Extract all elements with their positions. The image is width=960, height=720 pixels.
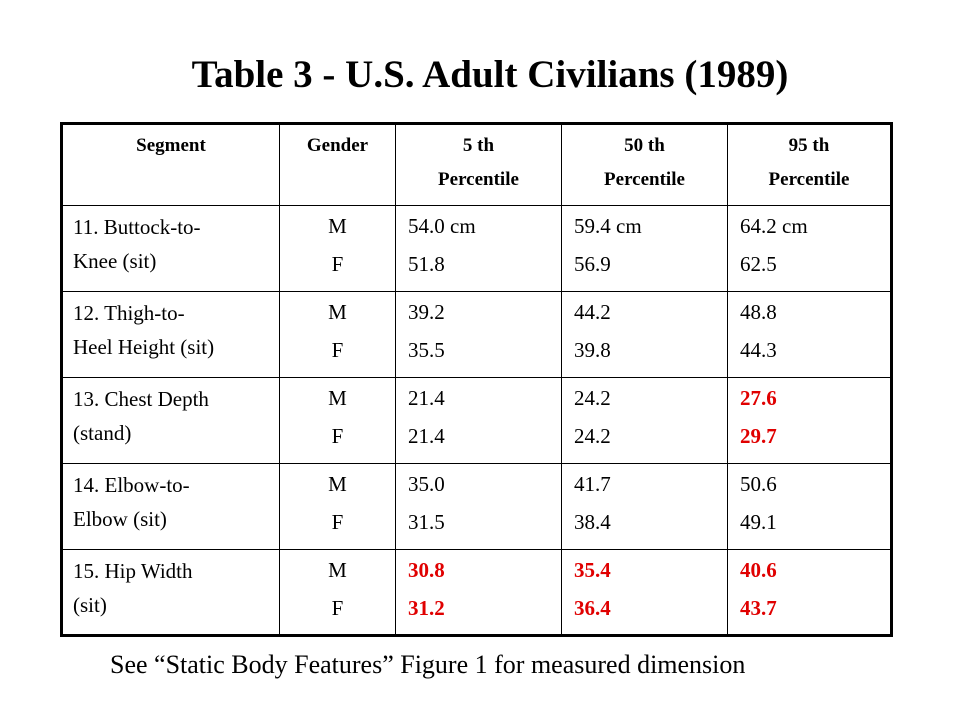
value-m-highlighted: 35.4 <box>574 558 611 582</box>
segment-line: Knee (sit) <box>73 249 157 273</box>
p50-cell <box>562 550 728 636</box>
value-f: 49.1 <box>740 510 777 534</box>
p5-cell <box>396 464 562 550</box>
segment-cell <box>62 550 280 636</box>
gender-f: F <box>331 424 344 448</box>
gender-cell <box>280 206 396 292</box>
gender-f: F <box>331 252 344 276</box>
value-m: 39.2 <box>408 300 445 324</box>
gender-f: F <box>331 338 344 362</box>
table-row <box>62 206 892 292</box>
gender-f: F <box>331 596 344 620</box>
p5-cell <box>396 292 562 378</box>
p50-cell <box>562 206 728 292</box>
value-m: 54.0 cm <box>408 214 476 238</box>
header-p5-line1: 5 th <box>462 135 495 156</box>
p95-cell <box>728 464 892 550</box>
gender-m: M <box>328 214 347 238</box>
footnote: See “Static Body Features” Figure 1 for measured dimension <box>110 650 746 679</box>
p50-cell <box>562 378 728 464</box>
table-row <box>62 378 892 464</box>
segment-cell <box>62 206 280 292</box>
header-p95 <box>728 124 892 206</box>
header-p95-line2: Percentile <box>768 169 850 190</box>
p95-cell <box>728 550 892 636</box>
gender-f: F <box>331 510 344 534</box>
segment-line: 11. Buttock-to- <box>73 215 201 239</box>
p5-cell <box>396 206 562 292</box>
gender-m: M <box>328 558 347 582</box>
header-p50-line2: Percentile <box>604 169 685 190</box>
value-f-highlighted: 31.2 <box>408 596 445 620</box>
header-p5 <box>396 124 562 206</box>
value-f: 51.8 <box>408 252 445 276</box>
value-f: 38.4 <box>574 510 611 534</box>
gender-m: M <box>328 472 347 496</box>
value-m: 44.2 <box>574 300 611 324</box>
p50-cell <box>562 464 728 550</box>
value-m: 64.2 cm <box>740 214 808 238</box>
value-m-highlighted: 27.6 <box>740 386 777 410</box>
segment-cell <box>62 292 280 378</box>
value-m-highlighted: 30.8 <box>408 558 445 582</box>
value-m-highlighted: 40.6 <box>740 558 777 582</box>
gender-m: M <box>328 386 347 410</box>
value-f: 24.2 <box>574 424 611 448</box>
segment-line: Heel Height (sit) <box>73 335 215 359</box>
header-segment: Segment <box>62 124 280 206</box>
p5-cell <box>396 378 562 464</box>
value-m: 50.6 <box>740 472 777 496</box>
p50-cell <box>562 292 728 378</box>
segment-line: 13. Chest Depth <box>73 387 209 411</box>
value-f: 31.5 <box>408 510 445 534</box>
gender-m: M <box>328 300 347 324</box>
segment-line: (sit) <box>73 593 107 617</box>
value-m: 24.2 <box>574 386 611 410</box>
value-m: 59.4 cm <box>574 214 642 238</box>
gender-cell <box>280 464 396 550</box>
header-p95-line1: 95 th <box>788 135 830 156</box>
p95-cell <box>728 378 892 464</box>
value-f: 35.5 <box>408 338 445 362</box>
value-f-highlighted: 29.7 <box>740 424 777 448</box>
segment-cell <box>62 378 280 464</box>
table-row <box>62 292 892 378</box>
value-f-highlighted: 36.4 <box>574 596 611 620</box>
segment-line: 14. Elbow-to- <box>73 473 190 497</box>
page-title: Table 3 - U.S. Adult Civilians (1989) <box>191 53 789 96</box>
header-p5-line2: Percentile <box>438 169 519 190</box>
value-f: 21.4 <box>408 424 445 448</box>
value-f: 44.3 <box>740 338 777 362</box>
gender-cell <box>280 550 396 636</box>
value-m: 48.8 <box>740 300 777 324</box>
header-p50-line1: 50 th <box>624 135 665 156</box>
segment-line: 15. Hip Width <box>73 559 193 583</box>
gender-cell <box>280 378 396 464</box>
segment-line: (stand) <box>73 421 132 445</box>
segment-line: Elbow (sit) <box>73 507 167 531</box>
table-header-row <box>62 124 892 206</box>
header-p50 <box>562 124 728 206</box>
gender-cell <box>280 292 396 378</box>
value-f: 62.5 <box>740 252 777 276</box>
segment-line: 12. Thigh-to- <box>73 301 185 325</box>
table-row <box>62 550 892 636</box>
p5-cell <box>396 550 562 636</box>
segment-cell <box>62 464 280 550</box>
value-f: 56.9 <box>574 252 611 276</box>
value-m: 41.7 <box>574 472 611 496</box>
value-m: 35.0 <box>408 472 445 496</box>
anthropometric-table <box>60 122 893 637</box>
table-row <box>62 464 892 550</box>
value-f-highlighted: 43.7 <box>740 596 777 620</box>
value-m: 21.4 <box>408 386 445 410</box>
header-gender: Gender <box>280 124 396 206</box>
p95-cell <box>728 206 892 292</box>
value-f: 39.8 <box>574 338 611 362</box>
p95-cell <box>728 292 892 378</box>
